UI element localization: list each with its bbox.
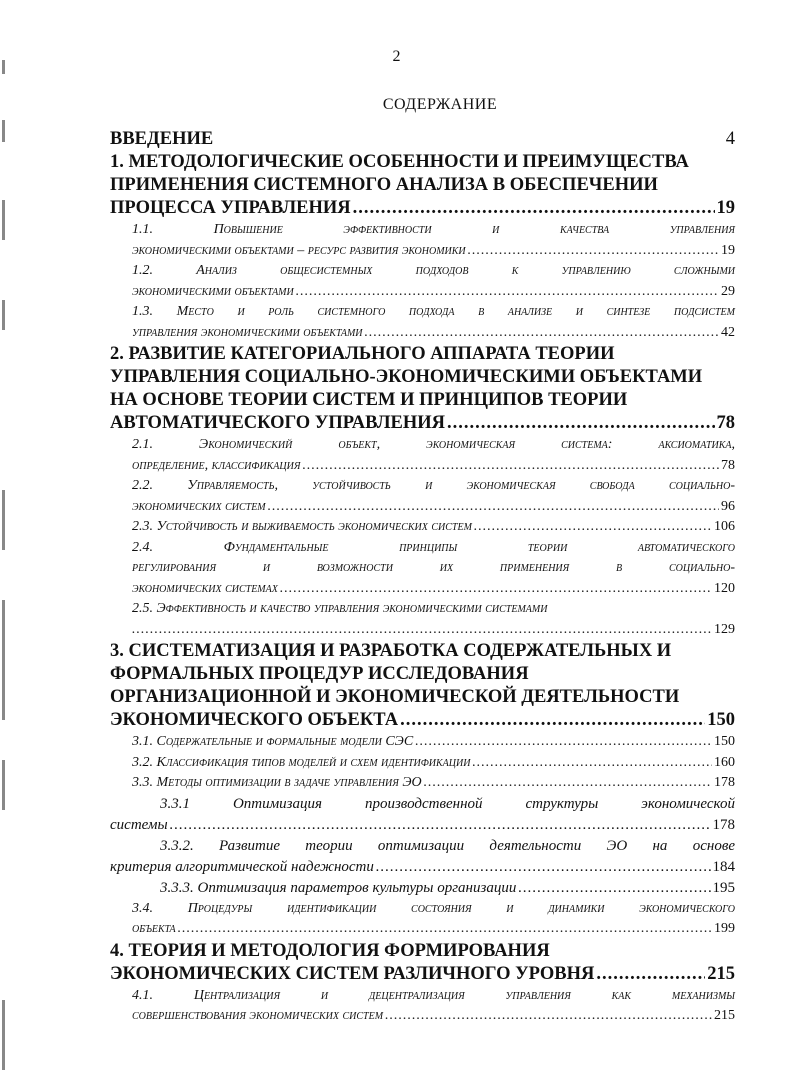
toc-section-1-2[interactable] <box>132 261 735 302</box>
toc-section-line: экономическими объектами <box>132 283 294 299</box>
toc-section-3-4[interactable] <box>132 899 735 940</box>
toc-page: 96 <box>721 498 735 514</box>
toc-page: 29 <box>721 283 735 299</box>
toc-chapter-4[interactable] <box>110 940 735 986</box>
dot-leader <box>518 878 710 899</box>
toc-chapter-line: ЭКОНОМИЧЕСКИХ СИСТЕМ РАЗЛИЧНОГО УРОВНЯ <box>110 963 595 984</box>
toc-subsection-3-3-2[interactable] <box>110 836 735 878</box>
toc-section-line: определение, классификация <box>132 457 301 473</box>
toc-chapter-line: 4. ТЕОРИЯ И МЕТОДОЛОГИЯ ФОРМИРОВАНИЯ <box>110 940 550 961</box>
dot-leader <box>468 241 719 262</box>
toc-chapter-line: 3. СИСТЕМАТИЗАЦИЯ И РАЗРАБОТКА СОДЕРЖАТЕЛЬНЫХ И <box>110 641 672 661</box>
toc-chapter-3[interactable] <box>110 640 735 732</box>
toc-section-2-3[interactable] <box>132 517 735 538</box>
toc-page: 150 <box>707 710 735 730</box>
toc-chapter-line: НА ОСНОВЕ ТЕОРИИ СИСТЕМ И ПРИНЦИПОВ ТЕОРИИ <box>110 390 628 410</box>
toc-section-line: 2.2. Управляемость, устойчивость и экономическая свобода социально- <box>132 478 735 493</box>
toc-page: 106 <box>714 519 735 534</box>
toc-entry-intro[interactable] <box>110 128 735 151</box>
toc-section-2-5[interactable] <box>132 599 735 640</box>
toc-page: 178 <box>712 816 735 833</box>
toc-section-line: экономическими объектами – ресурс развития экономики <box>132 242 466 258</box>
toc-section-line: 4.1. Централизация и децентрализация управления как механизмы <box>132 987 735 1003</box>
toc-section-line: 3.4. Процедуры идентификации состояния и динамики экономического <box>132 900 735 916</box>
dot-leader <box>365 323 719 344</box>
toc-subsection-3-3-3[interactable] <box>110 878 735 899</box>
toc-section-3-2[interactable] <box>132 753 735 774</box>
toc-section-line: 2.1. Экономический объект, экономическая система: аксиоматика, <box>132 437 735 452</box>
toc-chapter-line: ПРОЦЕССА УПРАВЛЕНИЯ <box>110 198 351 218</box>
scan-margin-marks <box>2 0 12 1086</box>
toc-subsection-line: критерия алгоритмической надежности <box>110 858 374 875</box>
toc-page: 4 <box>725 129 735 149</box>
toc-section-line: экономических систем <box>132 498 266 514</box>
dot-leader <box>268 497 719 518</box>
dot-leader <box>302 456 719 477</box>
toc-page: 129 <box>714 621 735 637</box>
toc-section-line: 3.2. Классификация типов моделей и схем идентификации <box>132 754 471 770</box>
toc-chapter-line: ЭКОНОМИЧЕСКОГО ОБЪЕКТА <box>110 710 399 730</box>
toc-section-line: управления экономическими объектами <box>132 324 363 340</box>
page-number: 2 <box>392 48 401 65</box>
toc-section-1-3[interactable] <box>132 302 735 343</box>
toc-subsection-line: 3.3.3. Оптимизация параметров культуры организации <box>160 879 517 896</box>
toc-page: 150 <box>714 734 735 749</box>
toc-subsection-line: 3.3.2. Развитие теории оптимизации деятельности ЭО на основе <box>160 837 735 854</box>
toc-page: 199 <box>714 921 735 936</box>
toc-page: 195 <box>712 879 735 896</box>
toc-section-line: объекта <box>132 921 176 936</box>
toc-section-2-2[interactable] <box>132 476 735 517</box>
dot-leader <box>385 1006 712 1027</box>
toc-page: 19 <box>716 198 735 218</box>
toc-section-3-1[interactable] <box>132 732 735 753</box>
dot-leader <box>472 753 712 774</box>
toc-subsection-line: системы <box>110 816 168 833</box>
toc-section-line: 1.1. Повышение эффективности и качества управления <box>132 222 735 237</box>
toc-section-line: 2.5. Эффективность и качество управления экономическими системами <box>132 601 548 616</box>
toc-page: 215 <box>707 963 735 984</box>
toc-chapter-line: ОРГАНИЗАЦИОННОЙ И ЭКОНОМИЧЕСКОЙ ДЕЯТЕЛЬНОСТИ <box>110 687 680 707</box>
toc-section-2-4[interactable] <box>132 538 735 600</box>
toc-page: 184 <box>712 858 735 875</box>
toc-chapter-line: УПРАВЛЕНИЯ СОЦИАЛЬНО-ЭКОНОМИЧЕСКИМИ ОБЪЕКТАМИ <box>110 367 703 387</box>
dot-leader <box>415 732 712 753</box>
toc-section-line: 2.3. Устойчивость и выживаемость экономических систем <box>132 519 472 534</box>
dot-leader <box>132 620 712 641</box>
toc-chapter-1[interactable] <box>110 151 735 220</box>
toc-subsection-line: 3.3.1 Оптимизация производственной структуры экономической <box>160 795 735 812</box>
dot-leader <box>296 282 719 303</box>
toc-section-2-1[interactable] <box>132 435 735 476</box>
toc-chapter-line: ФОРМАЛЬНЫХ ПРОЦЕДУР ИССЛЕДОВАНИЯ <box>110 664 529 684</box>
dot-leader <box>596 963 705 986</box>
toc-title: СОДЕРЖАНИЕ <box>382 96 498 113</box>
toc-section-line: 1.2. Анализ общесистемных подходов к управлению сложными <box>132 263 735 278</box>
table-of-contents <box>110 128 735 1027</box>
toc-page: 120 <box>714 580 735 596</box>
dot-leader <box>400 709 705 732</box>
dot-leader <box>424 773 712 794</box>
toc-section-line: 3.1. Содержательные и формальные модели СЭС <box>132 734 414 749</box>
toc-chapter-line: АВТОМАТИЧЕСКОГО УПРАВЛЕНИЯ <box>110 413 445 433</box>
toc-chapter-line: 2. РАЗВИТИЕ КАТЕГОРИАЛЬНОГО АППАРАТА ТЕОРИИ <box>110 344 615 364</box>
dot-leader <box>170 815 711 836</box>
toc-subsection-3-3-1[interactable] <box>110 794 735 836</box>
toc-section-line: 3.3. Методы оптимизации в задаче управления ЭО <box>132 775 422 790</box>
dot-leader <box>447 412 715 435</box>
toc-page: 78 <box>716 413 735 433</box>
dot-leader <box>280 579 712 600</box>
toc-section-1-1[interactable] <box>132 220 735 261</box>
toc-page: 19 <box>721 242 735 258</box>
toc-chapter-line: ПРИМЕНЕНИЯ СИСТЕМНОГО АНАЛИЗА В ОБЕСПЕЧЕНИИ <box>110 175 658 195</box>
dot-leader <box>474 517 712 538</box>
toc-section-line: экономических системах <box>132 580 278 596</box>
toc-chapter-2[interactable] <box>110 343 735 435</box>
toc-section-line: 2.4. Фундаментальные принципы теории автоматического <box>132 539 735 555</box>
toc-section-3-3[interactable] <box>132 773 735 794</box>
dot-leader <box>178 919 712 940</box>
toc-section-line: 1.3. Место и роль системного подхода в анализе и синтезе подсистем <box>132 304 735 319</box>
toc-page: 42 <box>721 324 735 340</box>
toc-entry-label: ВВЕДЕНИЕ <box>110 129 214 149</box>
toc-section-4-1[interactable] <box>132 986 735 1027</box>
toc-page: 78 <box>721 457 735 473</box>
dot-leader <box>376 857 711 878</box>
toc-page: 160 <box>714 754 735 770</box>
toc-chapter-line: 1. МЕТОДОЛОГИЧЕСКИЕ ОСОБЕННОСТИ И ПРЕИМУЩЕСТВА <box>110 152 689 172</box>
toc-section-line: совершенствования экономических систем <box>132 1008 384 1023</box>
toc-page: 215 <box>714 1008 735 1023</box>
toc-page: 178 <box>714 775 735 790</box>
toc-section-line: регулирования и возможности их применения в социально- <box>132 560 735 575</box>
dot-leader <box>353 197 715 220</box>
